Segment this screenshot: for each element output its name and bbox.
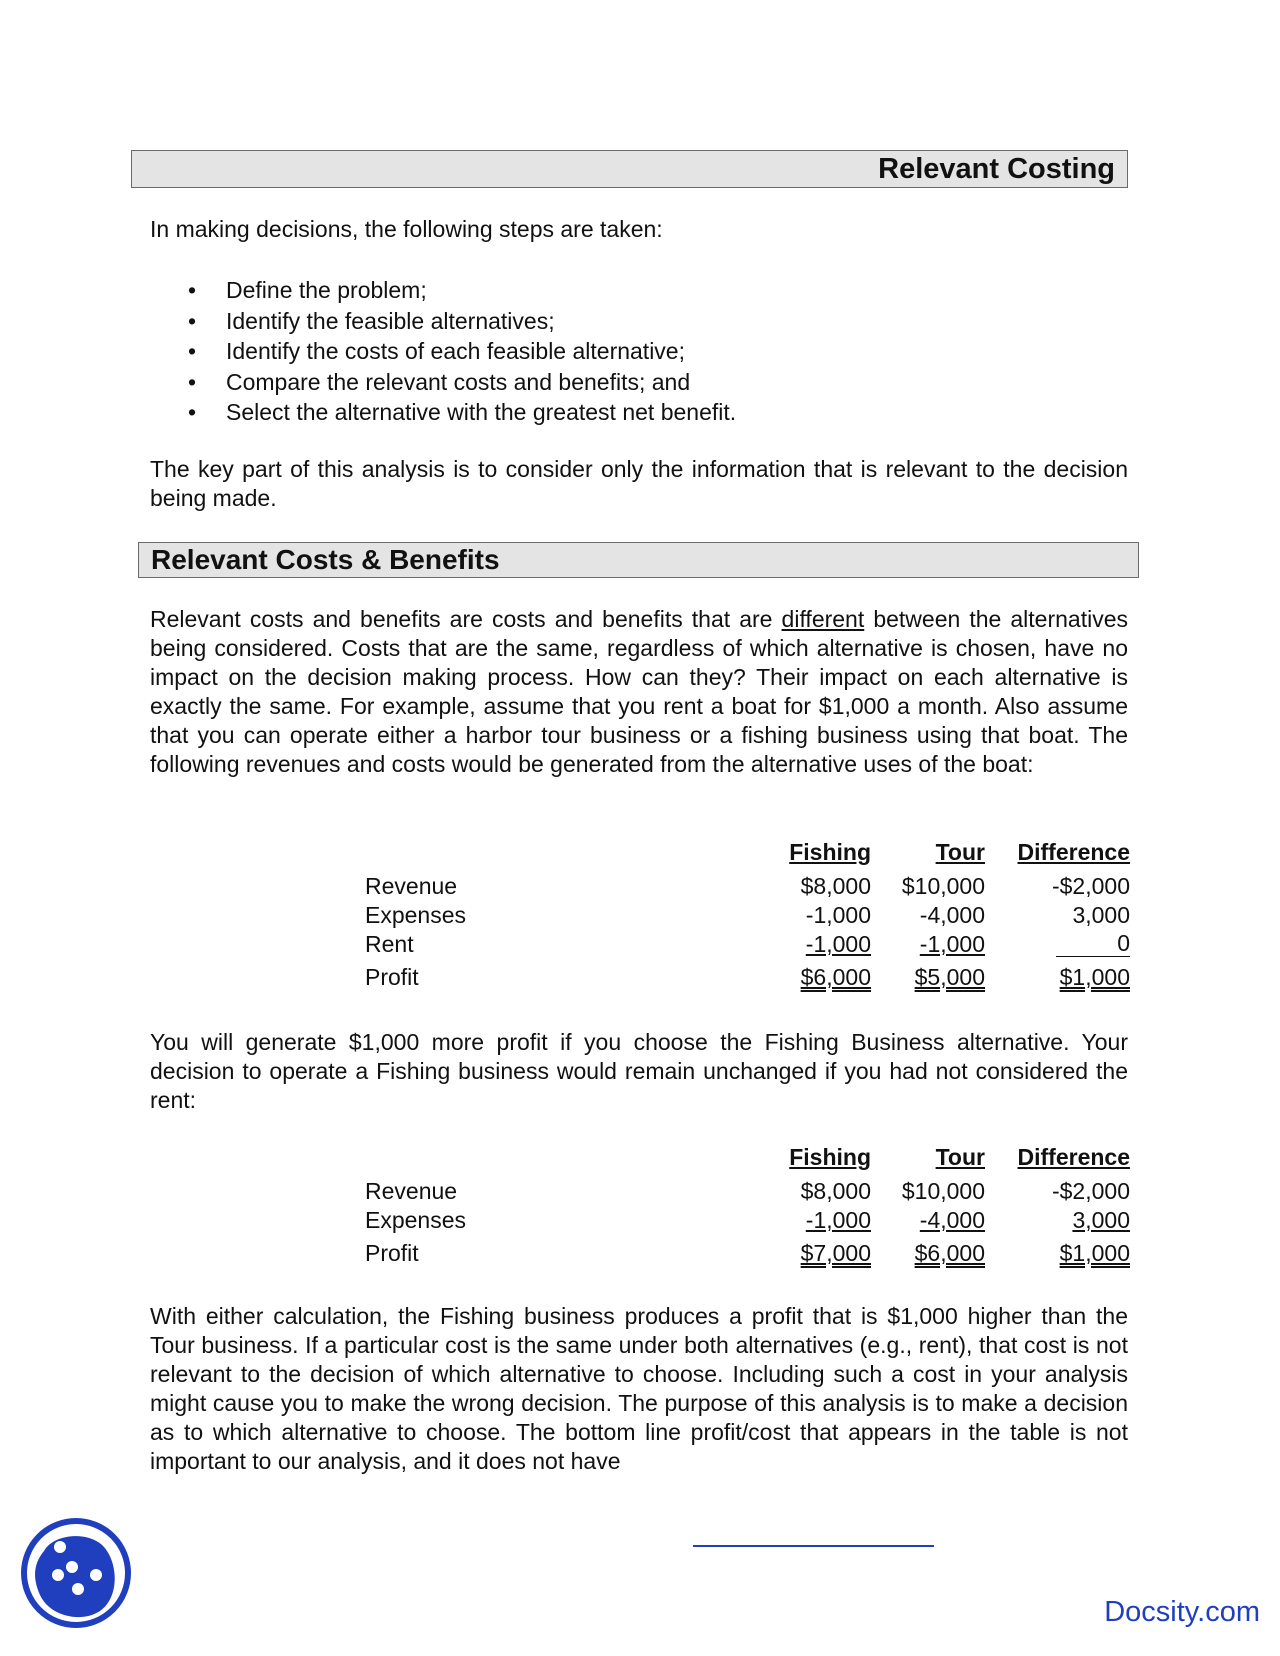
- cell-tour: -1,000: [919, 931, 985, 957]
- cell-fishing: -1,000: [805, 1207, 871, 1233]
- steps-list: [150, 275, 736, 428]
- list-item: [150, 367, 736, 398]
- cell-difference: -$2,000: [1051, 1178, 1130, 1204]
- conclusion-paragraph: With either calculation, the Fishing business produces a profit that is $1,000 higher than the Tour business. If a particular cost is the same under both alternatives (e.g., rent), that cost is not relevant to the decision of which alternative to choose. Including such a cost in your analysis might cause you to make the wrong decision. The purpose of this analysis is to make a decision as to which alternative to choose. The bottom line profit/cost that appears in the table is not important to our analysis, and it does not have: [150, 1303, 1128, 1474]
- column-header-fishing: Fishing: [789, 839, 871, 865]
- bullet-icon: •: [188, 399, 197, 425]
- cell-difference: 3,000: [1072, 902, 1130, 928]
- cell-fishing: -1,000: [805, 902, 871, 928]
- paragraph-text: Relevant costs and benefits are costs and benefits that are: [150, 606, 782, 632]
- bullet-icon: •: [188, 307, 197, 334]
- cell-difference: 3,000: [1072, 1207, 1130, 1233]
- row-label: Expenses: [365, 902, 467, 928]
- list-item: [150, 306, 736, 337]
- fishing-choice-paragraph: You will generate $1,000 more profit if you choose the Fishing Business alternative. Your decision to operate a Fishing business would remain unchanged if you had not considered the rent:: [150, 1029, 1128, 1113]
- relevant-costs-paragraph: [150, 605, 1128, 779]
- row-label: Revenue: [365, 873, 458, 899]
- page-title-banner: [131, 150, 1128, 188]
- step-text: Identify the feasible alternatives;: [226, 307, 555, 334]
- step-text: Define the problem;: [226, 277, 427, 303]
- cell-difference: -$2,000: [1051, 873, 1130, 899]
- row-label: Revenue: [365, 1178, 458, 1204]
- cell-tour: $10,000: [901, 873, 985, 899]
- section-title-banner: [138, 542, 1139, 578]
- row-label: Profit: [365, 1240, 419, 1266]
- row-label: Profit: [365, 964, 419, 990]
- page-title: Relevant Costing: [878, 153, 1115, 185]
- docsity-brand-text[interactable]: Docsity.com: [1104, 1596, 1260, 1628]
- cell-fishing: $8,000: [800, 873, 871, 899]
- column-header-difference: Difference: [1017, 839, 1130, 865]
- section-title: Relevant Costs & Benefits: [151, 544, 500, 575]
- footer-link-line: [693, 1545, 934, 1547]
- list-item: [150, 336, 736, 367]
- cell-tour: -4,000: [919, 902, 985, 928]
- key-part-text: The key part of this analysis is to consider only the information that is relevant to the decision being made.: [150, 456, 1128, 511]
- emphasis-different: different: [781, 606, 865, 632]
- docsity-logo-icon: [20, 1517, 132, 1629]
- row-label: Rent: [365, 931, 414, 957]
- cell-tour: $5,000: [914, 964, 985, 990]
- cell-fishing: $7,000: [800, 1240, 871, 1266]
- column-header-tour: Tour: [935, 839, 985, 865]
- column-header-fishing: Fishing: [789, 1144, 871, 1170]
- cell-difference: $1,000: [1059, 964, 1130, 990]
- cell-tour: $6,000: [914, 1240, 985, 1266]
- list-item: [150, 275, 736, 306]
- cell-fishing: $6,000: [800, 964, 871, 990]
- step-text: Compare the relevant costs and benefits; and: [226, 368, 691, 395]
- column-header-difference: Difference: [1017, 1144, 1130, 1170]
- bullet-icon: •: [188, 368, 197, 395]
- bullet-icon: •: [188, 338, 197, 364]
- cell-fishing: -1,000: [805, 931, 871, 957]
- step-text: Identify the costs of each feasible alternative;: [226, 338, 685, 364]
- paragraph-text: between the alternatives being considered. Costs that are the same, regardless of which alternative is chosen, have no impact on the decision making process. How can they? Their impact on each alternative is exactly the same. For example, assume that you rent a boat for $1,000 a month. Also assume that you can operate either a harbor tour business or a fishing business using that boat. The following revenues and costs would be generated from the alternative uses of the boat:: [150, 606, 1129, 777]
- cell-tour: -4,000: [919, 1207, 985, 1233]
- cell-fishing: $8,000: [800, 1178, 871, 1204]
- column-header-tour: Tour: [935, 1144, 985, 1170]
- bullet-icon: •: [188, 277, 197, 303]
- cell-tour: $10,000: [901, 1178, 985, 1204]
- row-label: Expenses: [365, 1207, 467, 1233]
- cell-difference: $1,000: [1059, 1240, 1130, 1266]
- intro-text: In making decisions, the following steps are taken:: [150, 216, 663, 242]
- list-item: [150, 397, 736, 428]
- cell-difference: 0: [1056, 930, 1130, 957]
- step-text: Select the alternative with the greatest net benefit.: [226, 399, 737, 425]
